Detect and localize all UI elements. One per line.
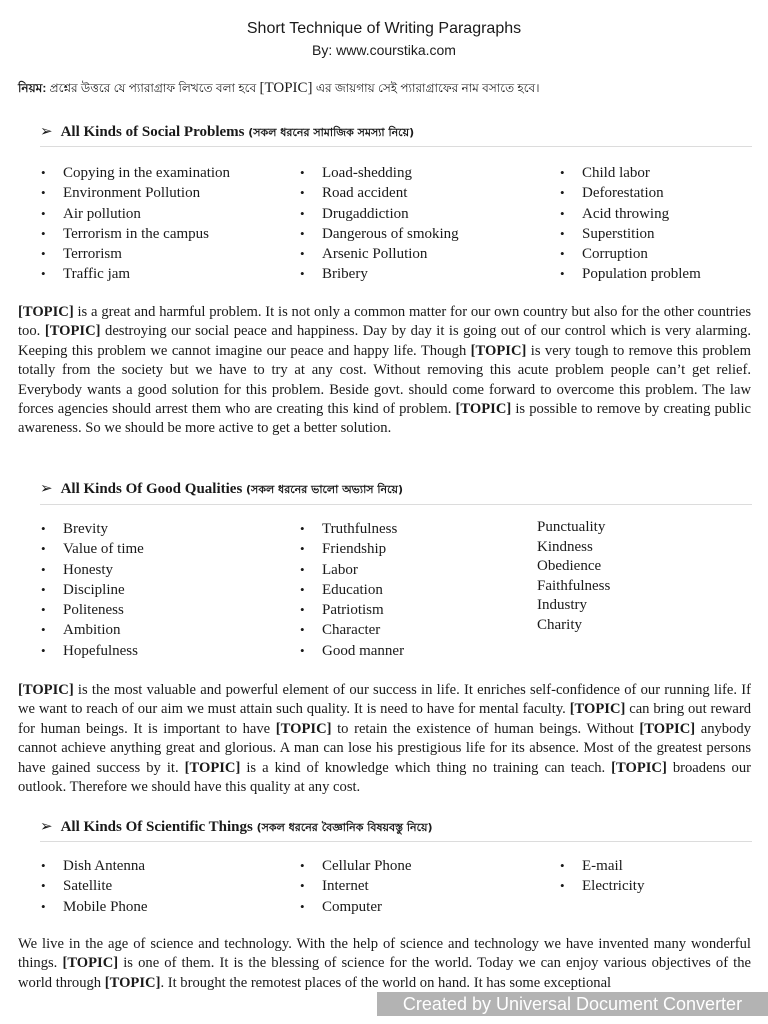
section-divider [40,841,752,842]
paragraph-text: . It brought the remotest places of the world on hand. It has some exceptional [160,974,612,991]
page-byline: By: www.courstika.com [312,42,456,58]
paragraph-text: destroying our social peace and happiness. Day by day it is going out of our control which is very alarming. Keeping this problem we cannot imagine our peace and happy life. Though [18,323,752,359]
list-item: • Internet [299,876,412,896]
list-item: • Politeness [40,600,144,620]
list-item: • Truthfulness [299,519,404,539]
topic-placeholder: [TOPIC] [569,701,626,718]
section-paragraph [18,935,751,993]
list-item: • Dish Antenna [40,856,148,876]
list-item: • Patriotism [299,600,404,620]
section-heading-social-problems [40,122,414,143]
list-item: • Value of time [40,539,144,559]
rule-note [18,80,540,100]
bullet-list-column [40,856,148,917]
bullet-list-column [299,519,404,661]
section-paragraph [18,303,751,439]
bullet-list-column [299,163,459,285]
paragraph-text: broadens our outlook. Therefore we should have this quality at any cost. [18,759,752,796]
topic-placeholder: [TOPIC] [275,720,332,737]
list-item: • Education [299,580,404,600]
section-title: All Kinds Of Good Qualities [60,481,243,497]
list-item: • Labor [299,560,404,580]
paragraph-text: is a great and harmful problem. It is not only a common matter for our own country but also for the other countries too. [18,304,751,340]
list-item: • Load-shedding [299,163,459,183]
topic-placeholder: [TOPIC] [44,323,101,340]
list-item: • Cellular Phone [299,856,412,876]
section-title: All Kinds Of Scientific Things [60,819,253,835]
converter-watermark: Created by Universal Document Converter [377,992,768,1016]
bullet-list-column [559,856,644,897]
list-item: • Copying in the examination [40,163,230,183]
list-item: • Environment Pollution [40,183,230,203]
list-item: • Honesty [40,560,144,580]
paragraph-text: is possible to remove by creating public awareness. So we should be more active to get a better solution. [18,401,751,437]
topic-placeholder: [TOPIC] [470,342,527,359]
section-title: All Kinds of Social Problems [60,124,245,140]
list-item: • Superstition [559,224,701,244]
section-divider [40,146,752,147]
list-item: • Good manner [299,641,404,661]
list-item: • Dangerous of smoking [299,224,459,244]
paragraph-text: We live in the age of science and technology. With the help of science and technology we have invented many wonderful things. [18,936,751,972]
section-paragraph [18,681,751,797]
bullet-list-column [40,163,230,285]
list-item: • Terrorism [40,244,230,264]
list-item: Punctuality [537,519,606,535]
rule-topic: [TOPIC] [259,80,313,96]
list-item: Obedience [537,558,602,574]
list-item: • Mobile Phone [40,897,148,917]
bullet-list-column [559,163,701,285]
arrow-bullet-icon: ➢ [40,819,53,835]
list-item: • Deforestation [559,183,701,203]
topic-placeholder: [TOPIC] [62,955,119,972]
paragraph-text: anybody cannot achieve anything great and glorious. A man can lose his prestigious life for its absence. Most of the greatest persons have gained success by it. [18,720,751,776]
list-item: • Traffic jam [40,264,230,284]
paragraph-text: can bring out reward for human beings. It is important to have [18,701,751,737]
topic-placeholder: [TOPIC] [18,304,74,320]
list-item: • Road accident [299,183,459,203]
list-item: • Hopefulness [40,641,144,661]
list-item: • Friendship [299,539,404,559]
list-item: • Child labor [559,163,701,183]
section-divider [40,504,752,505]
paragraph-text: is one of them. It is the blessing of science for the world. Today we can enjoy various objectives of the world through [18,955,751,991]
rule-label: নিয়ম: [18,81,47,95]
list-item: • Electricity [559,876,644,896]
section-heading-good-qualities [40,479,403,500]
paragraph-text: is the most valuable and powerful element of our success in life. It enriches self-confidence of our running life. If we want to reach of our aim we must attain such quality. It is need to have for mental faculty. [18,682,751,718]
rule-text-after: এর জায়গায় সেই প্যারাগ্রাফের নাম বসাতে হবে। [312,81,540,95]
topic-placeholder: [TOPIC] [639,720,696,737]
list-item: • Discipline [40,580,144,600]
arrow-bullet-icon: ➢ [40,124,53,140]
list-item: • Ambition [40,620,144,640]
plain-list-column [537,518,610,635]
list-item: Kindness [537,538,593,555]
list-item: • Air pollution [40,204,230,224]
list-item: • Brevity [40,519,144,539]
section-title-bangla: (সকল ধরনের ভালো অভ্যাস নিয়ে) [246,483,403,496]
section-title-bangla: (সকল ধরনের বৈজ্ঞানিক বিষয়বস্তু নিয়ে) [256,821,433,834]
list-item: Faithfulness [537,577,611,594]
section-title-bangla: (সকল ধরনের সামাজিক সমস্যা নিয়ে) [248,126,415,139]
list-item: • Computer [299,897,412,917]
arrow-bullet-icon: ➢ [40,481,53,497]
list-item: • Bribery [299,264,459,284]
topic-placeholder: [TOPIC] [455,401,512,418]
rule-text-before: প্রশ্নের উত্তরে যে প্যারাগ্রাফ লিখতে বলা হবে [46,81,260,95]
list-item: • Character [299,620,404,640]
page-title: Short Technique of Writing Paragraphs [246,20,522,37]
section-heading-scientific-things [40,817,433,838]
topic-placeholder: [TOPIC] [611,759,667,776]
paragraph-text: is a kind of knowledge which thing no training can teach. [240,759,612,776]
topic-placeholder: [TOPIC] [18,682,74,698]
topic-placeholder: [TOPIC] [184,759,241,776]
list-item: • Terrorism in the campus [40,224,230,244]
list-item: • E-mail [559,856,644,876]
paragraph-text: to retain the existence of human beings. Without [331,720,640,737]
bullet-list-column [299,856,412,917]
paragraph-text: is very tough to remove this problem totally from the society but we have to try at any cost. Without removing this acute problem people can’t get relief. Everybody wants a good solution for this problem. Beside govt. should come forward to overcome this problem. The law forces agencies should arrest them who are creating this kind of problem. [18,342,751,418]
list-item: • Acid throwing [559,204,701,224]
list-item: Charity [537,616,582,633]
list-item: • Corruption [559,244,701,264]
topic-placeholder: [TOPIC] [104,974,161,991]
list-item: Industry [537,597,587,613]
list-item: • Drugaddiction [299,204,459,224]
bullet-list-column [40,519,144,661]
list-item: • Arsenic Pollution [299,244,459,264]
list-item: • Satellite [40,876,148,896]
list-item: • Population problem [559,264,701,284]
